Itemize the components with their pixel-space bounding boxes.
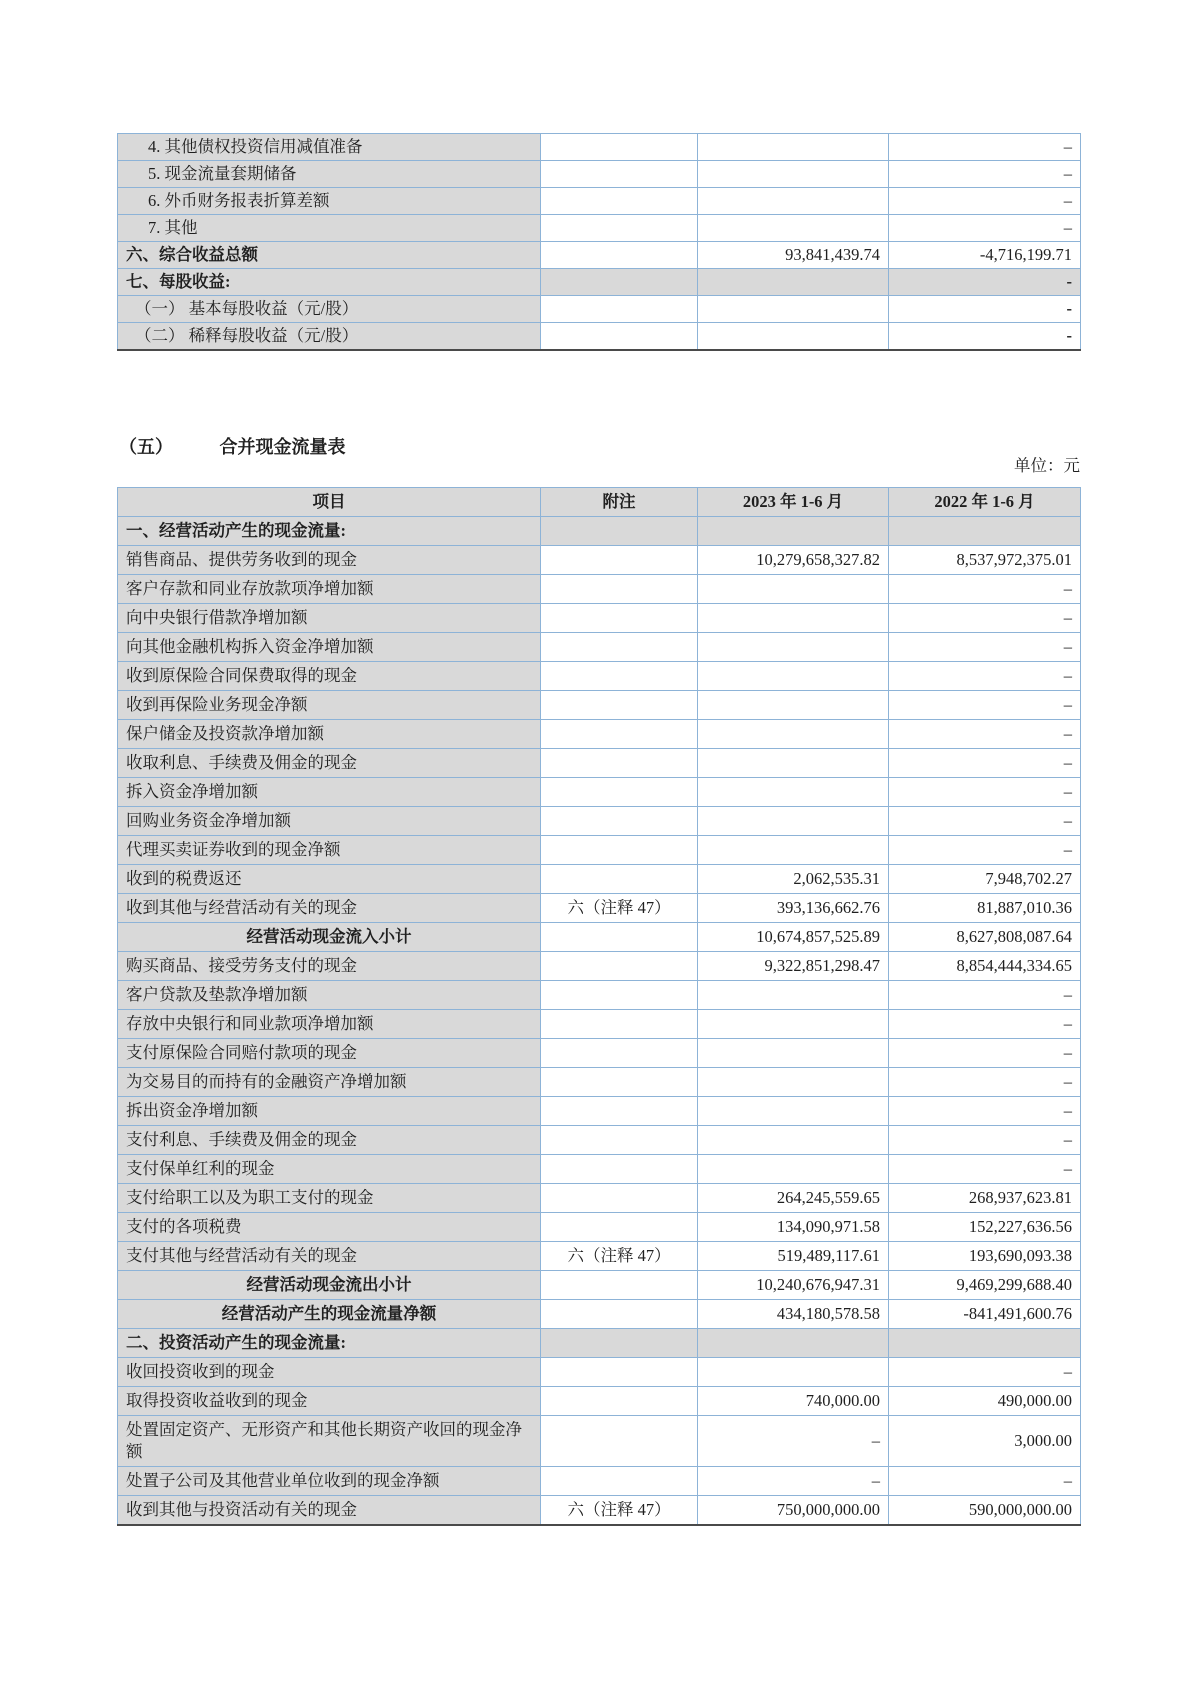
value-2023-cell: 9,322,851,298.47 [698, 952, 889, 981]
table-row [118, 633, 1081, 662]
item-label-cell: 购买商品、接受劳务支付的现金 [118, 952, 541, 981]
value-2023-cell [698, 778, 889, 807]
cash-flow-table-header [118, 488, 1081, 517]
value-2022-cell [889, 1329, 1081, 1358]
value-2023-cell: 93,841,439.74 [698, 242, 889, 269]
note-cell [541, 633, 698, 662]
note-cell [541, 720, 698, 749]
value-2023-cell: 393,136,662.76 [698, 894, 889, 923]
value-2023-cell [698, 323, 889, 351]
item-label-cell: 向其他金融机构拆入资金净增加额 [118, 633, 541, 662]
note-cell [541, 296, 698, 323]
section-heading [119, 433, 346, 459]
value-2023-cell [698, 633, 889, 662]
header-2022: 2022 年 1-6 月 [889, 488, 1081, 517]
value-2022-cell: – [889, 1155, 1081, 1184]
value-2022-cell: 268,937,623.81 [889, 1184, 1081, 1213]
note-cell [541, 1358, 698, 1387]
item-label-cell: 支付原保险合同赔付款项的现金 [118, 1039, 541, 1068]
table-row [118, 749, 1081, 778]
value-2022-cell: – [889, 633, 1081, 662]
note-cell [541, 865, 698, 894]
value-2023-cell [698, 1329, 889, 1358]
item-label-cell: 处置固定资产、无形资产和其他长期资产收回的现金净额 [118, 1416, 541, 1467]
value-2023-cell: 264,245,559.65 [698, 1184, 889, 1213]
value-2022-cell: – [889, 161, 1081, 188]
item-label-cell: 取得投资收益收到的现金 [118, 1387, 541, 1416]
value-2023-cell [698, 269, 889, 296]
value-2022-cell: – [889, 749, 1081, 778]
value-2023-cell: 2,062,535.31 [698, 865, 889, 894]
value-2023-cell [698, 662, 889, 691]
note-cell [541, 269, 698, 296]
note-cell [541, 1387, 698, 1416]
value-2023-cell: 740,000.00 [698, 1387, 889, 1416]
table-row [118, 161, 1081, 188]
value-2023-cell [698, 1155, 889, 1184]
table-row [118, 662, 1081, 691]
item-label-cell: 7. 其他 [118, 215, 541, 242]
table-row [118, 1039, 1081, 1068]
table-row [118, 952, 1081, 981]
value-2022-cell: - [889, 323, 1081, 351]
table-row [118, 1126, 1081, 1155]
note-cell [541, 807, 698, 836]
item-label-cell: 收到的税费返还 [118, 865, 541, 894]
value-2023-cell [698, 575, 889, 604]
note-cell [541, 923, 698, 952]
table-row [118, 1329, 1081, 1358]
header-note: 附注 [541, 488, 698, 517]
table-row [118, 296, 1081, 323]
item-label-cell: 一、经营活动产生的现金流量: [118, 517, 541, 546]
value-2023-cell: – [698, 1467, 889, 1496]
item-label-cell: 客户贷款及垫款净增加额 [118, 981, 541, 1010]
table-row [118, 242, 1081, 269]
note-cell [541, 575, 698, 604]
item-label-cell: 销售商品、提供劳务收到的现金 [118, 546, 541, 575]
note-cell [541, 1416, 698, 1467]
item-label-cell: 5. 现金流量套期储备 [118, 161, 541, 188]
header-row [118, 488, 1081, 517]
section-number: （五） [119, 437, 173, 457]
table-row [118, 1010, 1081, 1039]
item-label-cell: 支付保单红利的现金 [118, 1155, 541, 1184]
value-2022-cell: – [889, 215, 1081, 242]
value-2022-cell: – [889, 1467, 1081, 1496]
section-title: 合并现金流量表 [219, 437, 346, 457]
note-cell [541, 1467, 698, 1496]
item-label-cell: 支付给职工以及为职工支付的现金 [118, 1184, 541, 1213]
value-2023-cell [698, 981, 889, 1010]
value-2022-cell: - [889, 269, 1081, 296]
note-cell [541, 1097, 698, 1126]
value-2022-cell: - [889, 296, 1081, 323]
table-row [118, 517, 1081, 546]
value-2022-cell: 3,000.00 [889, 1416, 1081, 1467]
value-2023-cell [698, 807, 889, 836]
value-2022-cell: -841,491,600.76 [889, 1300, 1081, 1329]
table-row [118, 1496, 1081, 1526]
value-2023-cell: 134,090,971.58 [698, 1213, 889, 1242]
table-row [118, 923, 1081, 952]
item-label-cell: 6. 外币财务报表折算差额 [118, 188, 541, 215]
item-label-cell: 向中央银行借款净增加额 [118, 604, 541, 633]
value-2022-cell: – [889, 662, 1081, 691]
table-row [118, 1097, 1081, 1126]
value-2023-cell: 10,279,658,327.82 [698, 546, 889, 575]
cash-flow-table [117, 487, 1081, 1526]
value-2023-cell [698, 720, 889, 749]
header-item: 项目 [118, 488, 541, 517]
note-cell [541, 1184, 698, 1213]
table-row [118, 778, 1081, 807]
note-cell [541, 1068, 698, 1097]
value-2023-cell [698, 161, 889, 188]
note-cell [541, 323, 698, 351]
table-row [118, 720, 1081, 749]
value-2023-cell [698, 517, 889, 546]
value-2023-cell: 519,489,117.61 [698, 1242, 889, 1271]
income-statement-tail-table [117, 133, 1081, 351]
table-row [118, 1300, 1081, 1329]
note-cell [541, 1039, 698, 1068]
item-label-cell: 七、每股收益: [118, 269, 541, 296]
value-2023-cell [698, 604, 889, 633]
table-row [118, 1387, 1081, 1416]
table-row [118, 1155, 1081, 1184]
note-cell [541, 749, 698, 778]
value-2022-cell: – [889, 1068, 1081, 1097]
item-label-cell: 处置子公司及其他营业单位收到的现金净额 [118, 1467, 541, 1496]
table-row [118, 1184, 1081, 1213]
value-2023-cell [698, 1010, 889, 1039]
value-2022-cell: 9,469,299,688.40 [889, 1271, 1081, 1300]
table-row [118, 894, 1081, 923]
table-row [118, 807, 1081, 836]
note-cell: 六（注释 47） [541, 1242, 698, 1271]
table-row [118, 604, 1081, 633]
value-2022-cell: – [889, 691, 1081, 720]
table-row [118, 1358, 1081, 1387]
table-row [118, 1467, 1081, 1496]
note-cell [541, 215, 698, 242]
table-row [118, 323, 1081, 351]
value-2022-cell: – [889, 1358, 1081, 1387]
value-2023-cell [698, 691, 889, 720]
value-2023-cell [698, 749, 889, 778]
item-label-cell: 支付的各项税费 [118, 1213, 541, 1242]
value-2022-cell: 152,227,636.56 [889, 1213, 1081, 1242]
value-2022-cell: – [889, 188, 1081, 215]
table-row [118, 836, 1081, 865]
item-label-cell: 收到原保险合同保费取得的现金 [118, 662, 541, 691]
item-label-cell: 收取利息、手续费及佣金的现金 [118, 749, 541, 778]
value-2022-cell: 490,000.00 [889, 1387, 1081, 1416]
note-cell [541, 1271, 698, 1300]
note-cell: 六（注释 47） [541, 894, 698, 923]
value-2022-cell: – [889, 778, 1081, 807]
item-label-cell: 收回投资收到的现金 [118, 1358, 541, 1387]
note-cell [541, 1010, 698, 1039]
value-2022-cell: 8,537,972,375.01 [889, 546, 1081, 575]
item-label-cell: 经营活动产生的现金流量净额 [118, 1300, 541, 1329]
table-row [118, 1416, 1081, 1467]
table-row [118, 134, 1081, 161]
value-2023-cell: 434,180,578.58 [698, 1300, 889, 1329]
item-label-cell: 4. 其他债权投资信用减值准备 [118, 134, 541, 161]
note-cell [541, 662, 698, 691]
item-label-cell: 回购业务资金净增加额 [118, 807, 541, 836]
note-cell [541, 546, 698, 575]
header-2023: 2023 年 1-6 月 [698, 488, 889, 517]
item-label-cell: 支付其他与经营活动有关的现金 [118, 1242, 541, 1271]
note-cell [541, 242, 698, 269]
note-cell [541, 188, 698, 215]
value-2023-cell [698, 836, 889, 865]
note-cell [541, 1126, 698, 1155]
note-cell [541, 691, 698, 720]
value-2022-cell: – [889, 981, 1081, 1010]
note-cell [541, 134, 698, 161]
table-row [118, 188, 1081, 215]
item-label-cell: 客户存款和同业存放款项净增加额 [118, 575, 541, 604]
value-2022-cell: – [889, 1097, 1081, 1126]
table-row [118, 1213, 1081, 1242]
value-2022-cell: – [889, 1039, 1081, 1068]
note-cell [541, 836, 698, 865]
value-2022-cell: – [889, 1010, 1081, 1039]
table-row [118, 215, 1081, 242]
item-label-cell: 拆入资金净增加额 [118, 778, 541, 807]
income-statement-tail-body [118, 134, 1081, 351]
value-2022-cell: 7,948,702.27 [889, 865, 1081, 894]
value-2022-cell: 193,690,093.38 [889, 1242, 1081, 1271]
value-2022-cell: – [889, 836, 1081, 865]
table-row [118, 1271, 1081, 1300]
value-2023-cell [698, 296, 889, 323]
value-2022-cell: -4,716,199.71 [889, 242, 1081, 269]
table-row [118, 981, 1081, 1010]
item-label-cell: 支付利息、手续费及佣金的现金 [118, 1126, 541, 1155]
item-label-cell: 收到其他与经营活动有关的现金 [118, 894, 541, 923]
value-2023-cell [698, 1358, 889, 1387]
note-cell [541, 1329, 698, 1358]
item-label-cell: 拆出资金净增加额 [118, 1097, 541, 1126]
value-2023-cell: – [698, 1416, 889, 1467]
value-2022-cell [889, 517, 1081, 546]
value-2023-cell [698, 1039, 889, 1068]
item-label-cell: 经营活动现金流出小计 [118, 1271, 541, 1300]
value-2023-cell [698, 134, 889, 161]
value-2022-cell: – [889, 1126, 1081, 1155]
value-2023-cell [698, 1068, 889, 1097]
item-label-cell: 六、综合收益总额 [118, 242, 541, 269]
note-cell: 六（注释 47） [541, 1496, 698, 1526]
table-row [118, 269, 1081, 296]
item-label-cell: 收到再保险业务现金净额 [118, 691, 541, 720]
note-cell [541, 1213, 698, 1242]
item-label-cell: 保户储金及投资款净增加额 [118, 720, 541, 749]
value-2022-cell: – [889, 134, 1081, 161]
item-label-cell: 经营活动现金流入小计 [118, 923, 541, 952]
table-row [118, 546, 1081, 575]
value-2023-cell: 10,674,857,525.89 [698, 923, 889, 952]
value-2022-cell: – [889, 575, 1081, 604]
note-cell [541, 952, 698, 981]
table-row [118, 865, 1081, 894]
table-row [118, 1242, 1081, 1271]
item-label-cell: 二、投资活动产生的现金流量: [118, 1329, 541, 1358]
value-2023-cell [698, 188, 889, 215]
value-2022-cell: 8,627,808,087.64 [889, 923, 1081, 952]
note-cell [541, 778, 698, 807]
value-2022-cell: 590,000,000.00 [889, 1496, 1081, 1526]
note-cell [541, 161, 698, 188]
value-2022-cell: 8,854,444,334.65 [889, 952, 1081, 981]
value-2022-cell: – [889, 807, 1081, 836]
cash-flow-table-body [118, 517, 1081, 1526]
table-row [118, 575, 1081, 604]
unit-label: 单位：元 [1014, 456, 1080, 475]
value-2022-cell: – [889, 604, 1081, 633]
value-2023-cell: 750,000,000.00 [698, 1496, 889, 1526]
value-2023-cell [698, 1126, 889, 1155]
note-cell [541, 517, 698, 546]
value-2023-cell [698, 215, 889, 242]
item-label-cell: 收到其他与投资活动有关的现金 [118, 1496, 541, 1526]
note-cell [541, 604, 698, 633]
value-2022-cell: 81,887,010.36 [889, 894, 1081, 923]
item-label-cell: 代理买卖证券收到的现金净额 [118, 836, 541, 865]
value-2023-cell [698, 1097, 889, 1126]
item-label-cell: 为交易目的而持有的金融资产净增加额 [118, 1068, 541, 1097]
note-cell [541, 1300, 698, 1329]
table-row [118, 691, 1081, 720]
value-2022-cell: – [889, 720, 1081, 749]
item-label-cell: （一） 基本每股收益（元/股） [118, 296, 541, 323]
item-label-cell: 存放中央银行和同业款项净增加额 [118, 1010, 541, 1039]
note-cell [541, 981, 698, 1010]
note-cell [541, 1155, 698, 1184]
item-label-cell: （二） 稀释每股收益（元/股） [118, 323, 541, 351]
value-2023-cell: 10,240,676,947.31 [698, 1271, 889, 1300]
table-row [118, 1068, 1081, 1097]
